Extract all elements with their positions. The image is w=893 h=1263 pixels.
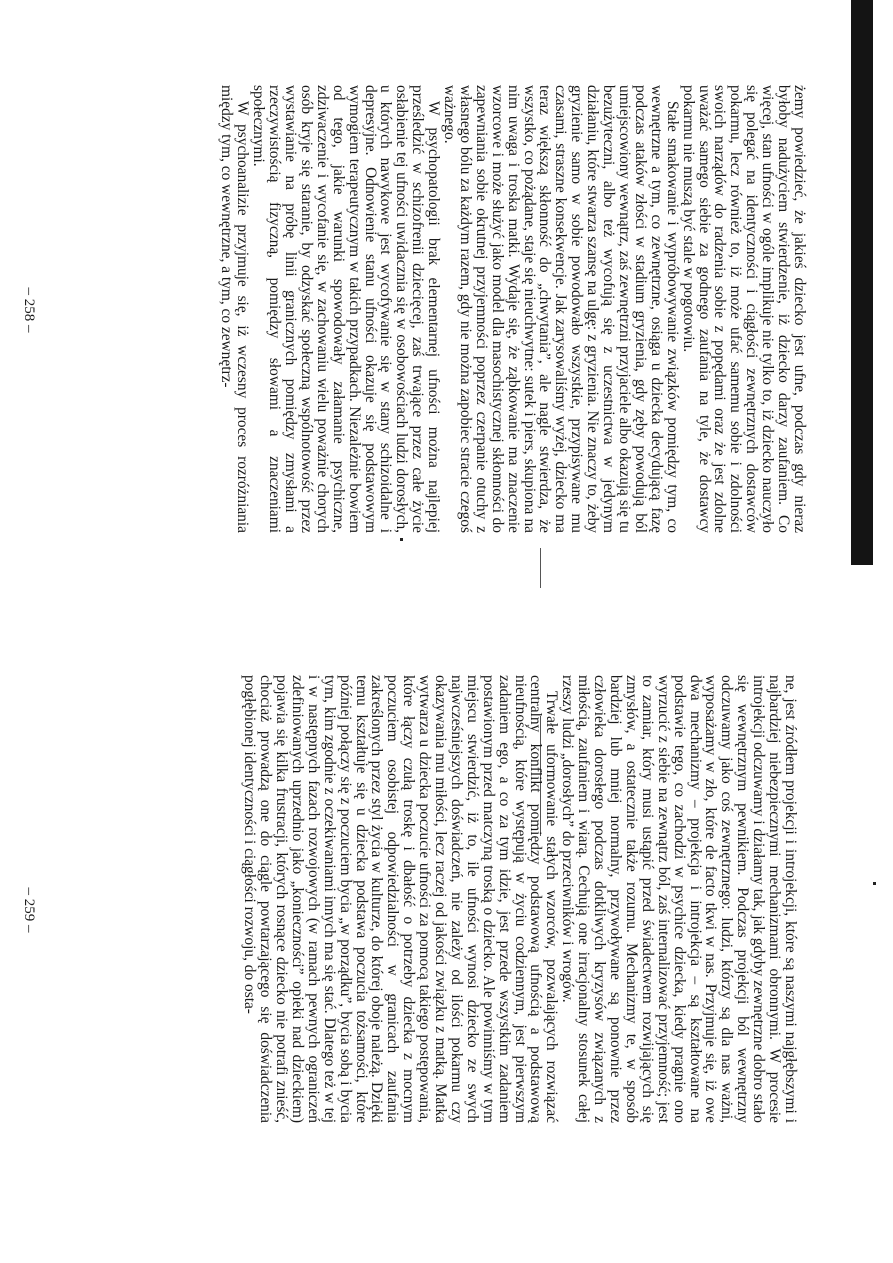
page-number: – 259 – [21,887,37,933]
paragraph: Trwałe uformowanie stałych wzorców, pozwalających rozwiązać centralny konflikt pomiędzy podstawową ufnością a podstawową nieufnością, które występują w życiu codziennym, jest pierwszym zadaniem ego, a co za tym idzie, jest przede wszystkim zadaniem postawionym przed matczyną troską o dziecko. Ale powinniśmy w tym miejscu stwierdzić, iż to, ile ufności wynosi dziecko ze swych najwcześniejszych doświadczeń, nie zależy od ilości pokarmu czy okazywania mu miłości, lecz raczej od jakości związku z matką. Matka wytwarza u dziecka poczucie ufności za pomocą takiego postępowania, które łączy czułą troskę i dbałość o potrzeby dziecka z mocnym poczuciem osobistej odpowiedzialności w granicach zaufania zakreślonych przez styl życia w kulturze, do której oboje należą. Dzięki temu kształtuje się u dziecka podstawa poczucia tożsamości, które później połączy się z poczuciem bycia „w porządku”, bycia sobą i bycia tym, kim zgodnie z oczekiwaniami innych ma się stać. Dlatego też w tej i w następnych fazach rozwojowych (w ramach pewnych ograniczeń zdefiniowanych uprzednio jako „konieczności” opieki nad dzieckiem) pojawia się kilka frustracji, których rosnące dziecko nie potrafi znieść, chociaż prowadzą one do ciągle powtarzającego się doświadczenia pogłębionej identyczności i ciągłości rozwoju, do osta- [241,675,561,1123]
page-259 [0,630,893,1263]
paragraph: Stałe smakowanie i wypróbowywanie związków pomiędzy tym, co wewnętrzne a tym, co zewnętrzne, osiąga u dziecka decydującą fazę podczas ataków złości w stadium gryzienia, gdy zęby powodują ból umiejscowiony wewnątrz, zaś zewnętrzni przyjaciele albo okazują się tu bezużyteczni, albo też wycofują się z uczestnictwa w jedynym działaniu, które stwarza szansę na ulgę: z gryzienia. Nie znaczy to, żeby gryzienie samo w sobie powodowało wszystkie, przypisywane mu czasami, straszne konsekwencje. Jak zarysowaliśmy wyżej, dziecko ma teraz większą skłonność do „chwytania”, ale nagle stwierdza, że wszystko, co pożądane, staje się nieuchwytne: sutek i piers, skupiona na nim uwaga i troska matki. Wydaje się, że ząbkowanie ma znaczenie wzorcowe i może służyć jako model dla masochistycznej skłonności do zapewniania sobie okrutnej przyjemności poprzez czerpanie otuchy z własnego bólu za każdym razem, gdy nie można zapobiec stracie czegoś ważnego. [441,85,681,533]
paragraph: W psychopatologii brak elementarnej ufności można najlepiej prześledzić w schizofrenii dziecięcej, zaś trwające przez całe życie osłabienie tej ufności uwidacznia się w osobowościach ludzi dorosłych, u których nawykowe jest wycofywanie się w stany schizoidalne i depresyjne. Odnowienie stanu ufności okazuje się podstawowym wymogiem terapeutycznym w takich przypadkach. Niezależnie bowiem od tego, jakie warunki spowodowały załamanie psychiczne, zdziwaczenie i wycofanie się, w zachowaniu wielu poważnie chorych osób kryje się staranie, by odzyskać społeczną wspólnotowość przez wystawianie na próbę linii granicznych pomiędzy zmysłami a rzeczywistością fizyczną, pomiędzy słowami a znaczeniami społecznymi. [250,85,443,533]
page-number: – 258 – [21,287,37,333]
text-column [241,675,798,1123]
page-258 [0,0,893,630]
paragraph: ne, jest źródłem projekcji i introjekcji, które są naszymi najgłębszymi i najbardziej niebezpiecznymi mechanizmami obronnymi. W procesie introjekcji odczuwamy i działamy tak, jak gdyby zewnętrzne dobro stało się wewnętrznym pewnikiem. Podczas projekcji ból wewnętrzny odczuwamy jako coś zewnętrznego: ludzi, którzy są dla nas ważni, wyposażamy w zło, które de facto tkwi w nas. Przyjmuje się, iż owe dwa mechanizmy – projekcja i introjekcja – są kształtowane na podstawie tego, co zachodzi w psychice dziecka, kiedy pragnie ono wyrzucić z siebie na zewnątrz ból, zaś internalizować przyjemność; jest to zamiar, który musi ustąpić przed świadectwem rozwijających się zmysłów, a ostatecznie także rozumu. Mechanizmy te, w sposób bardziej lub mniej normalny, przywoływane są ponownie przez człowieka dorosłego podczas dotkliwych kryzysów związanych z miłością, zaufaniem i wiarą. Cechują one irracjonalny stosunek całej rzeszy ludzi „dorosłych” do przeciwników i wrogów. [559,675,799,1123]
text-column [218,85,807,533]
paragraph: W psychoanalizie przyjmuje się, iż wczesny proces rozróżniania między tym, co wewnętrzne, a tym, co zewnętrz- [218,85,252,533]
paragraph: żemy powiedzieć, że jakieś dziecko jest ufne, podczas gdy nieraz byłoby nadużyciem stwierdzenie, iż dziecko darzy zaufaniem. Co więcej, stan ufności w ogóle implikuje nie tylko to, iż dziecko nauczyło się polegać na identyczności i ciągłości zewnętrznych dostawców pokarmu, lecz również to, iż może ufać samemu sobie i zdolności swoich narządów do radzenia sobie z popędami oraz że jest zdolne uważać samego siebie za godnego zaufania na tyle, że dostawcy pokarmu nie muszą być stale w pogotowiu. [679,85,808,533]
